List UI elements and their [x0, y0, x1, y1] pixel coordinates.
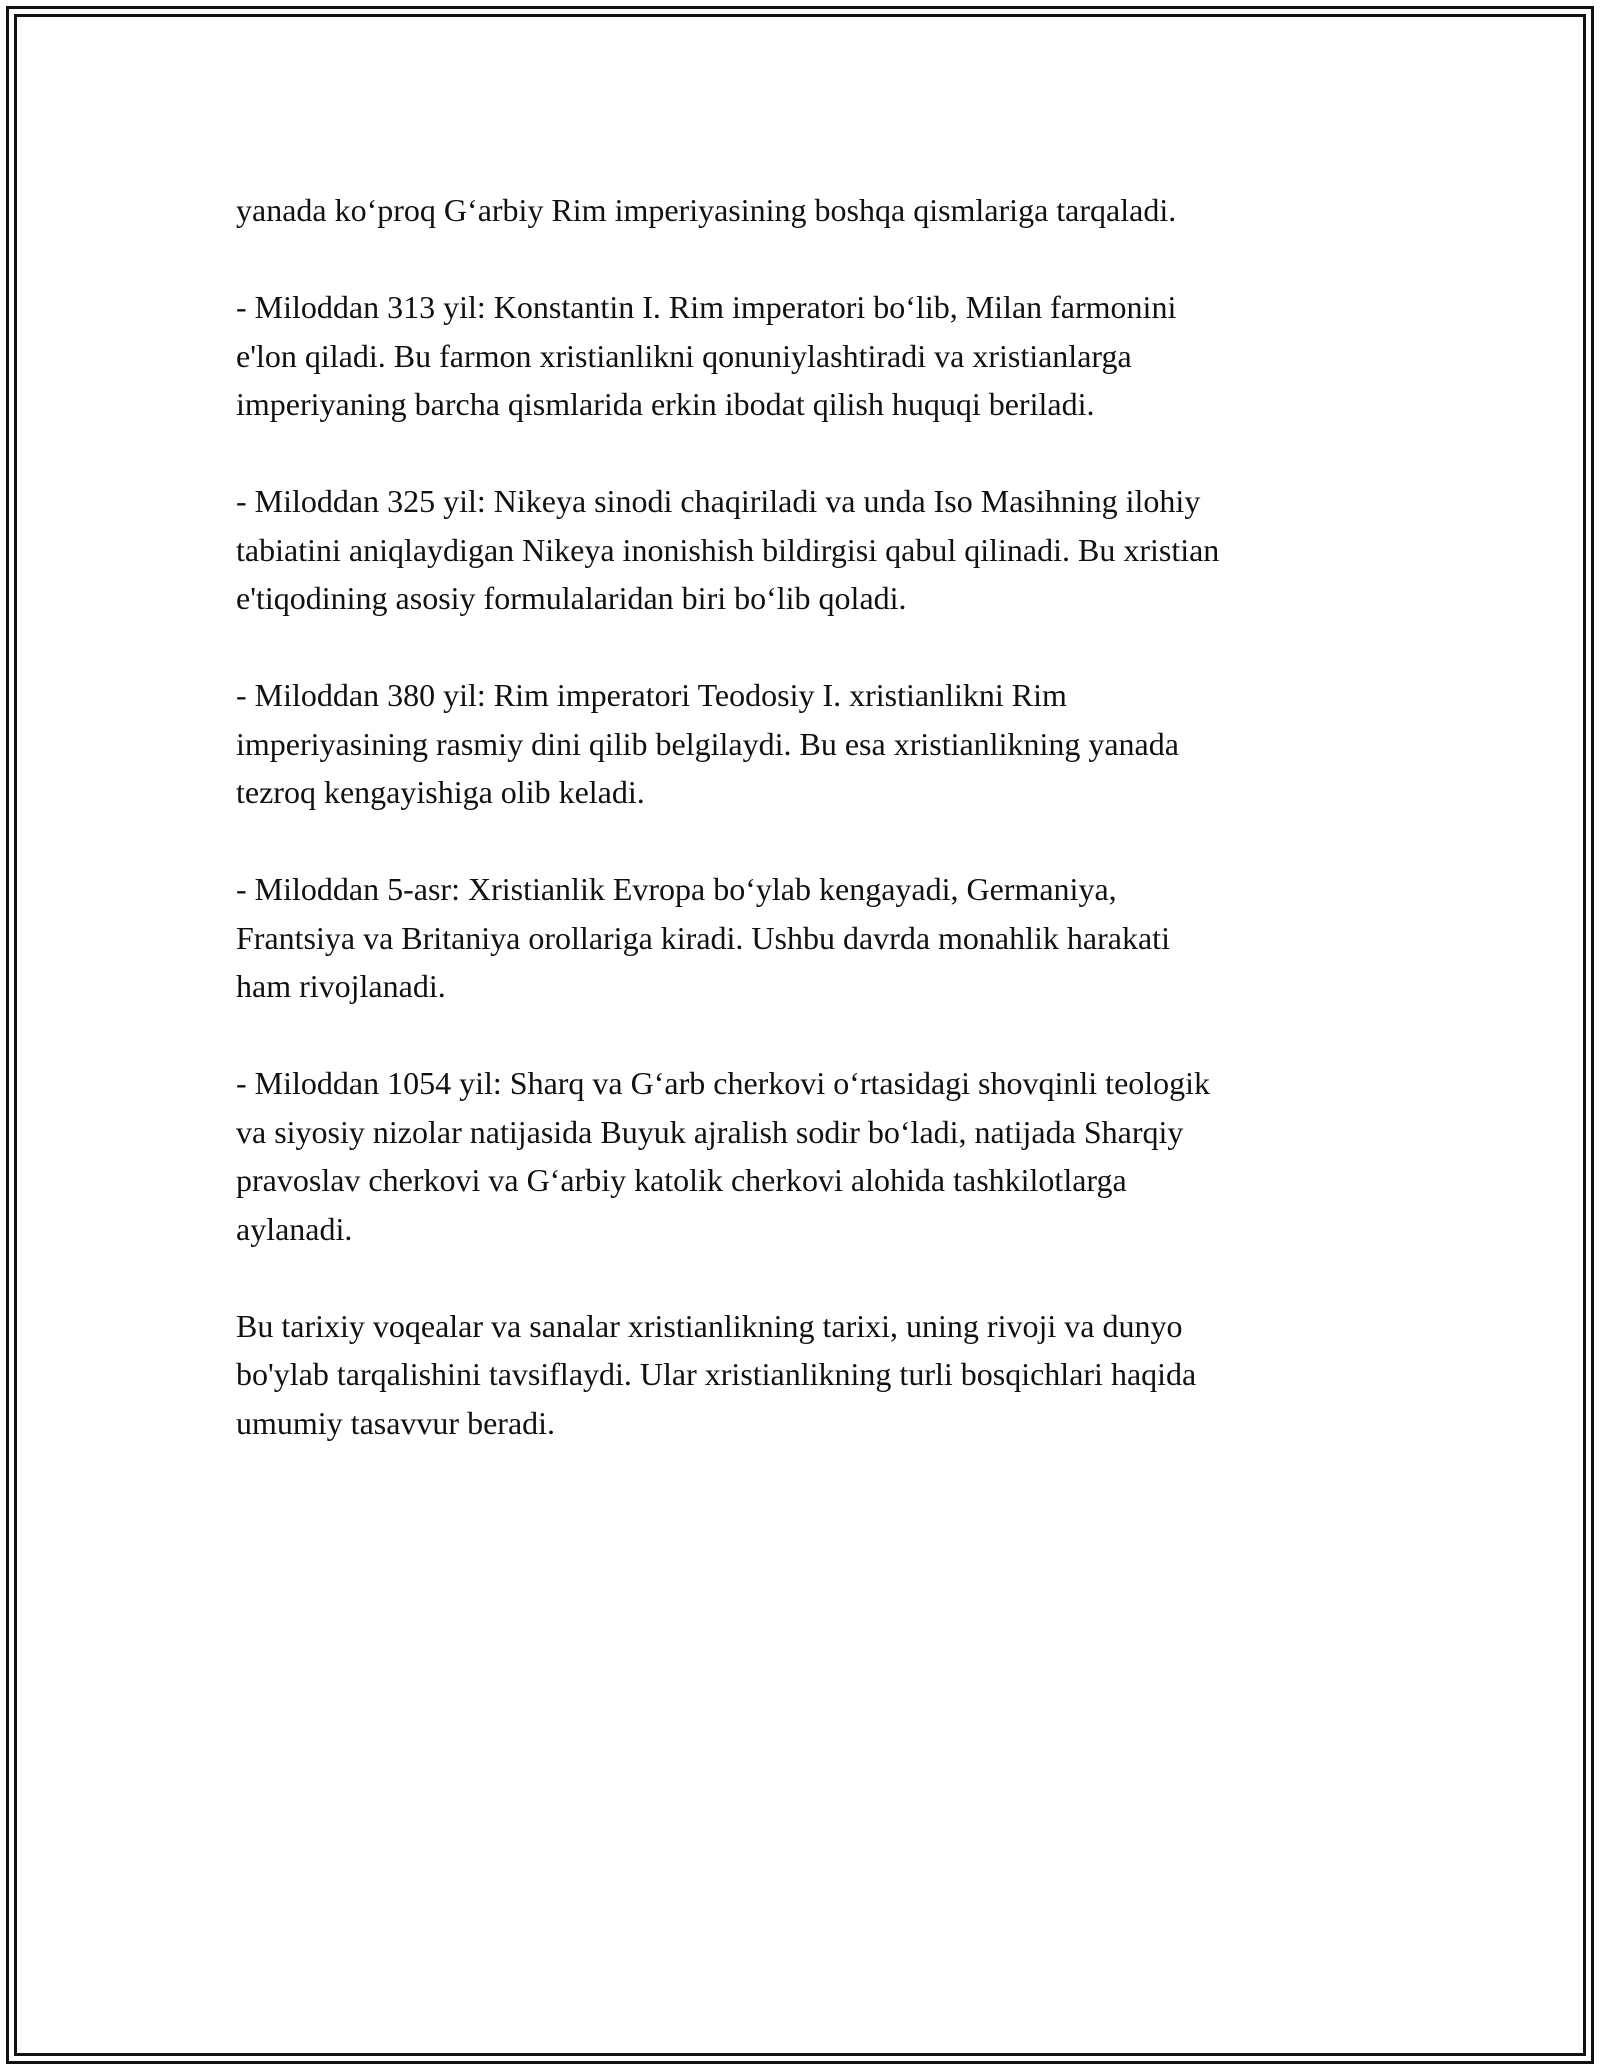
text-line: - Miloddan 1054 yil: Sharq va G‘arb cherkovi o‘rtasidagi shovqinli teologik — [236, 1065, 1211, 1101]
text-line: Frantsiya va Britaniya orollariga kiradi. Ushbu davrda monahlik harakati — [236, 919, 1170, 956]
paragraph-313 — [236, 283, 1376, 429]
text-line: e'tiqodining asosiy formulalaridan biri bo‘lib qoladi. — [236, 580, 907, 616]
text-line: - Miloddan 313 yil: Konstantin I. Rim imperatori bo‘lib, Milan farmonini — [236, 289, 1177, 325]
text-line: tabiatini aniqlaydigan Nikeya inonishish bildirgisi qabul qilinadi. Bu xristian — [236, 531, 1220, 568]
text-line: umumiy tasavvur beradi. — [236, 1404, 556, 1441]
text-line: - Miloddan 325 yil: Nikeya sinodi chaqiriladi va unda Iso Masihning ilohiy — [236, 483, 1201, 519]
text-line: e'lon qiladi. Bu farmon xristianlikni qonuniylashtiradi va xristianlarga — [236, 337, 1132, 374]
text-line: bo'ylab tarqalishini tavsiflaydi. Ular xristianlikning turli bosqichlari haqida — [236, 1356, 1197, 1392]
text-line: - Miloddan 5-asr: Xristianlik Evropa bo‘ylab kengayadi, Germaniya, — [236, 871, 1117, 907]
text-line: - Miloddan 380 yil: Rim imperatori Teodosiy I. xristianlikni Rim — [236, 677, 1067, 713]
text-line: yanada ko‘proq G‘arbiy Rim imperiyasining boshqa qismlariga tarqaladi. — [236, 192, 1177, 228]
paragraph-325 — [236, 477, 1376, 623]
paragraph-conclusion — [236, 1302, 1376, 1448]
text-line: aylanadi. — [236, 1210, 353, 1247]
text-line: va siyosiy nizolar natijasida Buyuk ajralish sodir bo‘ladi, natijada Sharqiy — [236, 1113, 1184, 1150]
text-line: ham rivojlanadi. — [236, 968, 446, 1004]
text-line: imperiyaning barcha qismlarida erkin ibodat qilish huquqi beriladi. — [236, 386, 1095, 422]
paragraph-1054 — [236, 1059, 1376, 1253]
text-line: tezroq kengayishiga olib keladi. — [236, 774, 645, 810]
document-body — [236, 186, 1376, 1496]
text-line: imperiyasining rasmiy dini qilib belgilaydi. Bu esa xristianlikning yanada — [236, 725, 1179, 762]
paragraph-5th-century — [236, 865, 1376, 1011]
paragraph-380 — [236, 671, 1376, 817]
text-line: pravoslav cherkovi va G‘arbiy katolik cherkovi alohida tashkilotlarga — [236, 1162, 1127, 1198]
paragraph-continuation — [236, 186, 1376, 235]
text-line: Bu tarixiy voqealar va sanalar xristianlikning tarixi, uning rivoji va dunyo — [236, 1307, 1183, 1344]
